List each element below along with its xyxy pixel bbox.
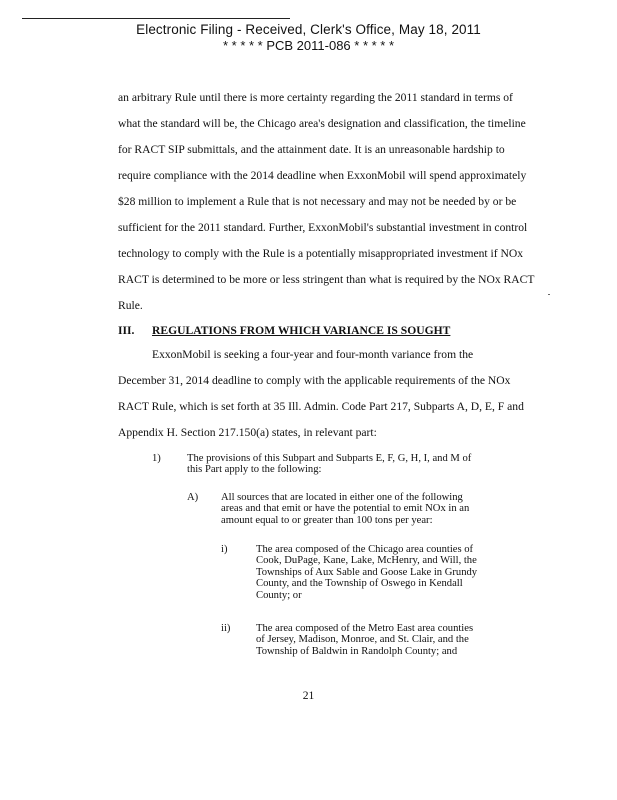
header-rule [22, 18, 290, 19]
quote-line: this Part apply to the following: [187, 464, 322, 476]
quote-line: The area composed of the Chicago area counties of [256, 544, 474, 555]
paragraph-line: Rule. [118, 299, 143, 312]
quote-line: of Jersey, Madison, Monroe, and St. Clair, and the [256, 634, 469, 646]
paragraph-line: for RACT SIP submittals, and the attainment date. It is an unreasonable hardship to [118, 143, 505, 156]
quote-item-1-label: 1) [152, 453, 161, 464]
section-paragraph [118, 349, 548, 453]
quote-line: County, and the Township of Oswego in Kendall [256, 578, 463, 590]
paragraph-line: technology to comply with the Rule is a potentially misappropriated investment if NOx [118, 247, 524, 260]
quote-line: amount equal to or greater than 100 tons per year: [221, 514, 433, 526]
paragraph-line: require compliance with the 2014 deadline when ExxonMobil will spend approximately [118, 169, 527, 182]
quote-item-1 [187, 453, 471, 476]
quote-item-ii-label: ii) [221, 623, 231, 634]
quote-item-i-label: i) [221, 544, 228, 555]
quote-line: The area composed of the Metro East area counties [256, 623, 474, 634]
paragraph-line: ExxonMobil is seeking a four-year and four-month variance from the [152, 348, 474, 361]
quote-item-A [221, 492, 469, 526]
scan-speck [548, 294, 550, 295]
filing-stamp-line1: Electronic Filing - Received, Clerk's Office, May 18, 2011 [136, 22, 481, 37]
paragraph-line: $28 million to implement a Rule that is not necessary and may not be needed by or be [118, 195, 517, 208]
filing-stamp-line2: * * * * * PCB 2011-086 * * * * * [222, 38, 395, 53]
paragraph-line: an arbitrary Rule until there is more certainty regarding the 2011 standard in terms of [118, 91, 513, 104]
quote-line: County; or [256, 589, 302, 601]
section-number: III. [118, 324, 135, 337]
paragraph-line: what the standard will be, the Chicago area's designation and classification, the timeline [118, 117, 526, 130]
quote-line: Townships of Aux Sable and Goose Lake in Grundy [256, 566, 478, 578]
paragraph-line: Appendix H. Section 217.150(a) states, in relevant part: [118, 426, 377, 439]
quote-item-ii [256, 623, 473, 657]
quote-line: The provisions of this Subpart and Subparts E, F, G, H, I, and M of [187, 453, 472, 464]
quote-line: All sources that are located in either one of the following [221, 492, 463, 503]
paragraph-line: RACT Rule, which is set forth at 35 Ill. Admin. Code Part 217, Subparts A, D, E, F and [118, 400, 524, 413]
section-heading: REGULATIONS FROM WHICH VARIANCE IS SOUGHT [152, 324, 451, 337]
quote-item-A-label: A) [187, 492, 199, 503]
quote-line: Cook, DuPage, Kane, Lake, McHenry, and Will, the [256, 555, 477, 567]
quote-item-i [256, 544, 477, 601]
body-paragraph [118, 92, 548, 326]
quote-line: areas and that emit or have the potential to emit NOx in an [221, 503, 470, 515]
quote-line: Township of Baldwin in Randolph County; and [256, 645, 458, 657]
page-number: 21 [302, 689, 315, 702]
paragraph-line: December 31, 2014 deadline to comply with the applicable requirements of the NOx [118, 374, 511, 387]
paragraph-line: sufficient for the 2011 standard. Further, ExxonMobil's substantial investment in control [118, 221, 528, 234]
paragraph-line: RACT is determined to be more or less stringent than what is required by the NOx RACT [118, 273, 535, 286]
